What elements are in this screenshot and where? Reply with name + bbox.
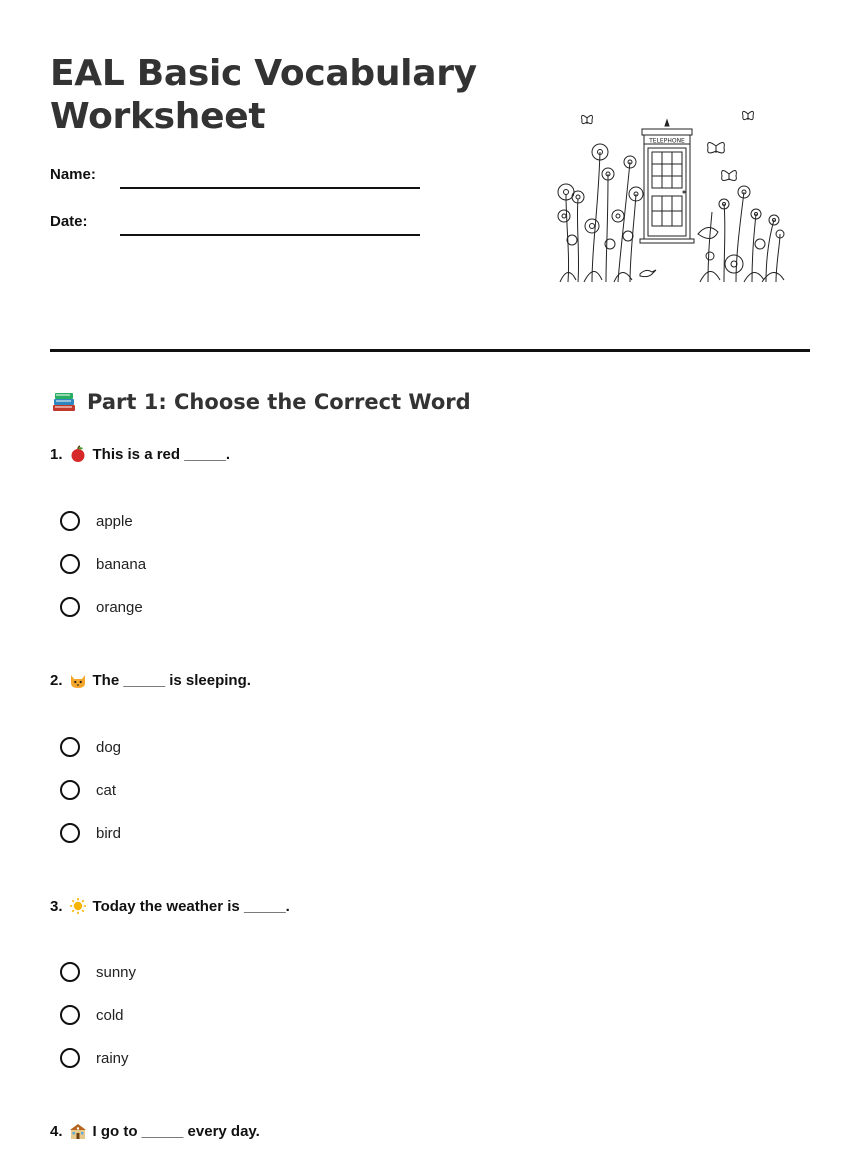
radio-button[interactable] <box>60 1005 80 1025</box>
option-q2-a[interactable] <box>60 737 121 757</box>
butterfly-3 <box>708 142 725 153</box>
flowers-right <box>698 186 784 282</box>
section-divider <box>50 349 810 352</box>
radio-button[interactable] <box>60 597 80 617</box>
page-title: EAL Basic Vocabulary Worksheet <box>50 53 477 137</box>
butterfly-4 <box>722 170 737 180</box>
option-label: dog <box>96 738 122 756</box>
question-number: 4. <box>50 1122 63 1140</box>
question-text: Today the weather is _____. <box>92 897 290 915</box>
option-label: rainy <box>96 1049 129 1067</box>
name-label: Name: <box>50 166 96 183</box>
option-label: bird <box>96 824 122 842</box>
option-label: apple <box>96 512 133 530</box>
radio-button[interactable] <box>60 737 80 757</box>
flowers-left <box>558 144 656 282</box>
option-label: banana <box>96 555 147 573</box>
telephone-box-illustration <box>548 104 792 286</box>
option-label: sunny <box>96 963 137 981</box>
option-label: orange <box>96 598 143 616</box>
option-q2-c[interactable] <box>60 823 121 843</box>
cat-face-icon <box>69 671 87 689</box>
option-label: cold <box>96 1006 124 1024</box>
school-icon <box>69 1122 87 1140</box>
radio-button[interactable] <box>60 554 80 574</box>
option-q3-b[interactable] <box>60 1005 124 1025</box>
radio-button[interactable] <box>60 962 80 982</box>
question-number: 3. <box>50 897 63 915</box>
option-q1-b[interactable] <box>60 554 146 574</box>
butterfly-2 <box>743 111 754 120</box>
radio-button[interactable] <box>60 780 80 800</box>
telephone-sign: TELEPHONE <box>649 137 685 145</box>
option-q2-b[interactable] <box>60 780 116 800</box>
date-label: Date: <box>50 213 88 230</box>
option-label: cat <box>96 781 117 799</box>
option-q3-c[interactable] <box>60 1048 129 1068</box>
question-text: I go to _____ every day. <box>92 1122 260 1140</box>
part1-heading-text: Part 1: Choose the Correct Word <box>87 390 471 414</box>
question-number: 1. <box>50 445 63 463</box>
option-q1-c[interactable] <box>60 597 143 617</box>
radio-button[interactable] <box>60 1048 80 1068</box>
radio-button[interactable] <box>60 511 80 531</box>
question-3 <box>50 897 290 915</box>
name-field[interactable] <box>120 187 420 189</box>
butterfly-1 <box>582 115 593 124</box>
question-4 <box>50 1122 260 1140</box>
question-2 <box>50 671 251 689</box>
date-field[interactable] <box>120 234 420 236</box>
question-text: The _____ is sleeping. <box>92 671 251 689</box>
bird <box>640 270 656 277</box>
option-q1-a[interactable] <box>60 511 133 531</box>
question-number: 2. <box>50 671 63 689</box>
radio-button[interactable] <box>60 823 80 843</box>
option-q3-a[interactable] <box>60 962 136 982</box>
sun-icon <box>69 897 87 915</box>
books-icon <box>50 388 78 416</box>
question-1 <box>50 445 230 463</box>
part1-heading <box>50 388 471 416</box>
question-text: This is a red _____. <box>92 445 231 463</box>
apple-icon <box>69 445 87 463</box>
telephone-box <box>640 120 694 243</box>
